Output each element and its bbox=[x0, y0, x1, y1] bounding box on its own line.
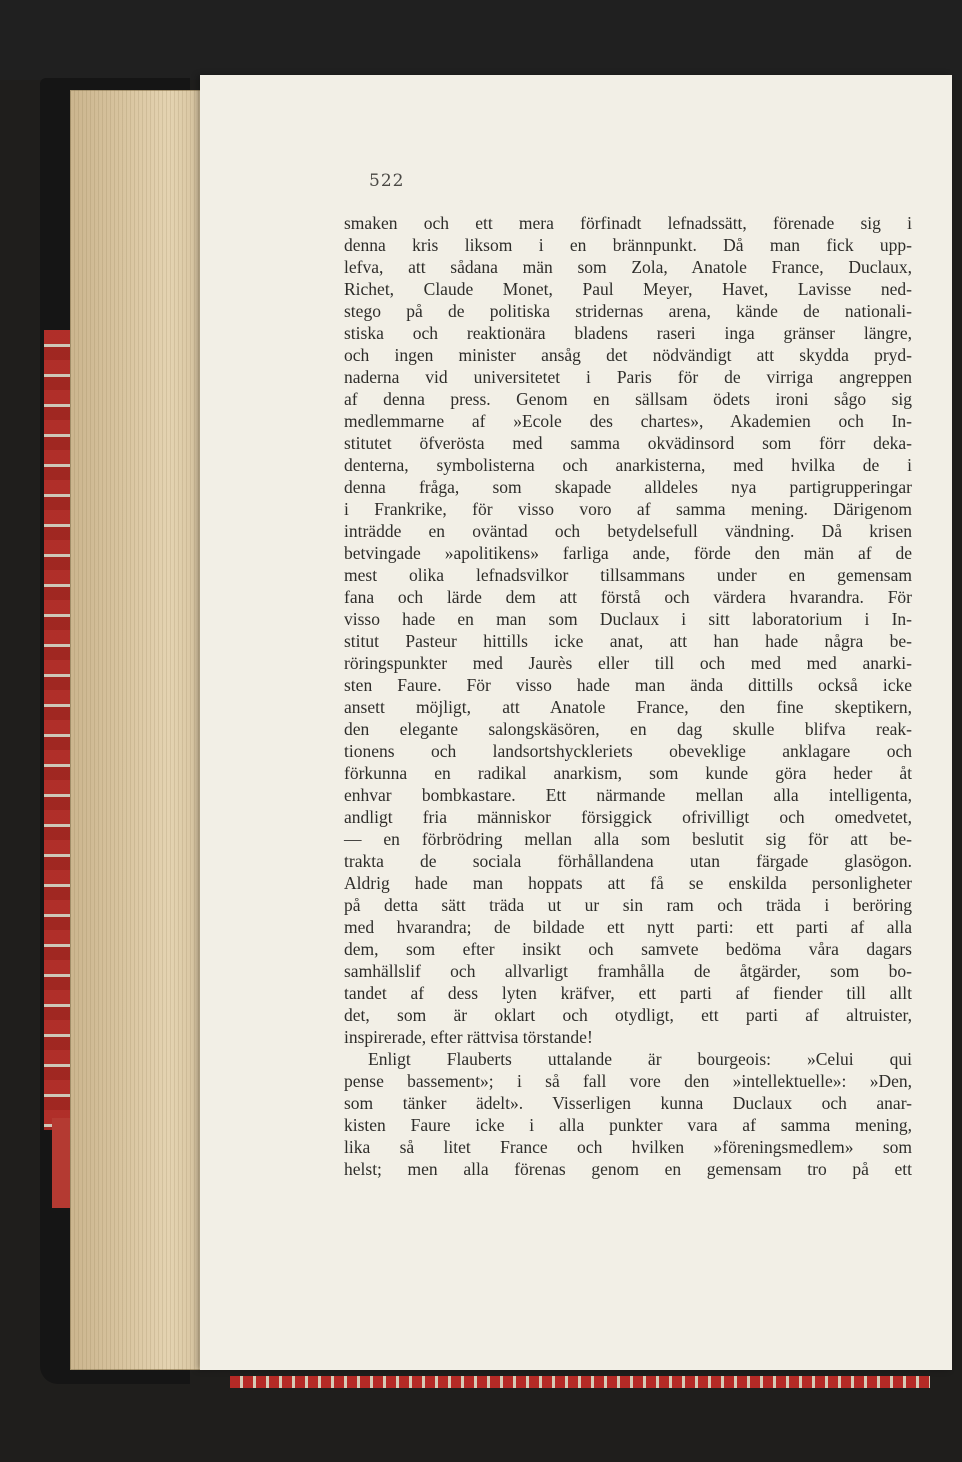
text-line: sten Faure. För visso hade man ända dittills också icke bbox=[344, 675, 912, 695]
text-line: samhällslif och allvarligt framhålla de åtgärder, som bo- bbox=[344, 961, 912, 981]
text-line: Enligt Flauberts uttalande är bourgeois: »Celui qui bbox=[368, 1049, 912, 1069]
text-line: inspirerade, efter rättvisa törstande! bbox=[344, 1027, 593, 1047]
text-line: — en förbrödring mellan alla som beslutit sig för att be- bbox=[344, 829, 912, 849]
text-line: förkunna en radikal anarkism, som kunde göra heder åt bbox=[344, 763, 912, 783]
text-line: trakta de sociala förhållandena utan färgade glasögon. bbox=[344, 851, 912, 871]
marbled-edge-lower bbox=[52, 1118, 70, 1208]
text-line: naderna vid universitetet i Paris för de virriga angreppen bbox=[344, 367, 912, 387]
text-line: tandet af dess lyten kräfver, ett parti af fiender till allt bbox=[344, 983, 912, 1003]
text-line: lika så litet France och hvilken »föreningsmedlem» som bbox=[344, 1137, 912, 1157]
text-line: helst; men alla förenas genom en gemensam tro på ett bbox=[344, 1159, 912, 1179]
text-line: mest olika lefnadsvilkor tillsammans under en gemensam bbox=[344, 565, 912, 585]
text-line: det, som är oklart och otydligt, ett parti af altruister, bbox=[344, 1005, 912, 1025]
text-line: och ingen minister ansåg det nödvändigt att skydda pryd- bbox=[344, 345, 912, 365]
text-line: denna kris liksom i en brännpunkt. Då man fick upp- bbox=[344, 235, 912, 255]
text-line: tionens och landsortshyckleriets obeveklige anklagare och bbox=[344, 741, 912, 761]
text-line: pense bassement»; i så fall vore den »intellektuelle»: »Den, bbox=[344, 1071, 912, 1091]
scan-background bbox=[0, 0, 962, 80]
text-line: kisten Faure icke i alla punkter vara af samma mening, bbox=[344, 1115, 912, 1135]
text-line: medlemmarne af »Ecole des chartes», Akademien och In- bbox=[344, 411, 912, 431]
text-line: visso hade en man som Duclaux i sitt laboratorium i In- bbox=[344, 609, 912, 629]
text-line: stiska och reaktionära bladens raseri inga gränser längre, bbox=[344, 323, 912, 343]
text-line: stego på de politiska stridernas arena, kände de nationali- bbox=[344, 301, 912, 321]
bottom-marbled-strip bbox=[230, 1376, 930, 1388]
text-line: på detta sätt träda ut ur sin ram och träda i beröring bbox=[344, 895, 912, 915]
text-line: stitut Pasteur hittills icke anat, att han hade några be- bbox=[344, 631, 912, 651]
text-line: inträdde en oväntad och betydelsefull vändning. Då krisen bbox=[344, 521, 912, 541]
text-line: i Frankrike, för visso voro af samma mening. Därigenom bbox=[344, 499, 912, 519]
page-number: 522 bbox=[369, 171, 405, 191]
text-line: smaken och ett mera förfinadt lefnadssätt, förenade sig i bbox=[344, 213, 912, 233]
text-line: af denna press. Genom en sällsam ödets ironi sågo sig bbox=[344, 389, 912, 409]
text-line: stitutet öfveröstа med samma okvädinsord som förr deka- bbox=[344, 433, 912, 453]
text-line: som tänker ädelt». Visserligen kunna Duclaux och anar- bbox=[344, 1093, 912, 1113]
text-line: dem, som efter insikt och samvete bedöma våra dagars bbox=[344, 939, 912, 959]
text-line: med hvarandra; de bildade ett nytt parti: ett parti af alla bbox=[344, 917, 912, 937]
text-line: lefva, att sådana män som Zola, Anatole France, Duclaux, bbox=[344, 257, 912, 277]
text-line: Richet, Claude Monet, Paul Meyer, Havet, Lavisse ned- bbox=[344, 279, 912, 299]
text-line: andligt fria människor försiggick ofrivilligt och omedvetet, bbox=[344, 807, 912, 827]
text-line: röringspunkter med Jaurès eller till och med med anarki- bbox=[344, 653, 912, 673]
text-line: ansett möjligt, att Anatole France, den fine skeptikern, bbox=[344, 697, 912, 717]
text-line: den elegante salongskäsören, en dag skulle blifva reak- bbox=[344, 719, 912, 739]
text-line: betvingade »apolitikens» farliga ande, förde den män af de bbox=[344, 543, 912, 563]
text-line: Aldrig hade man hoppats att få se enskilda personligheter bbox=[344, 873, 912, 893]
text-line: enhvar bombkastare. Ett närmande mellan alla intelligenta, bbox=[344, 785, 912, 805]
text-line: fana och lärde dem att förstå och värdera hvarandra. För bbox=[344, 587, 912, 607]
page-edge-texture bbox=[70, 90, 202, 1370]
text-line: denterna, symbolisterna och anarkisterna, med hvilka de i bbox=[344, 455, 912, 475]
text-line: denna fråga, som skapade alldeles nya partigrupperingar bbox=[344, 477, 912, 497]
